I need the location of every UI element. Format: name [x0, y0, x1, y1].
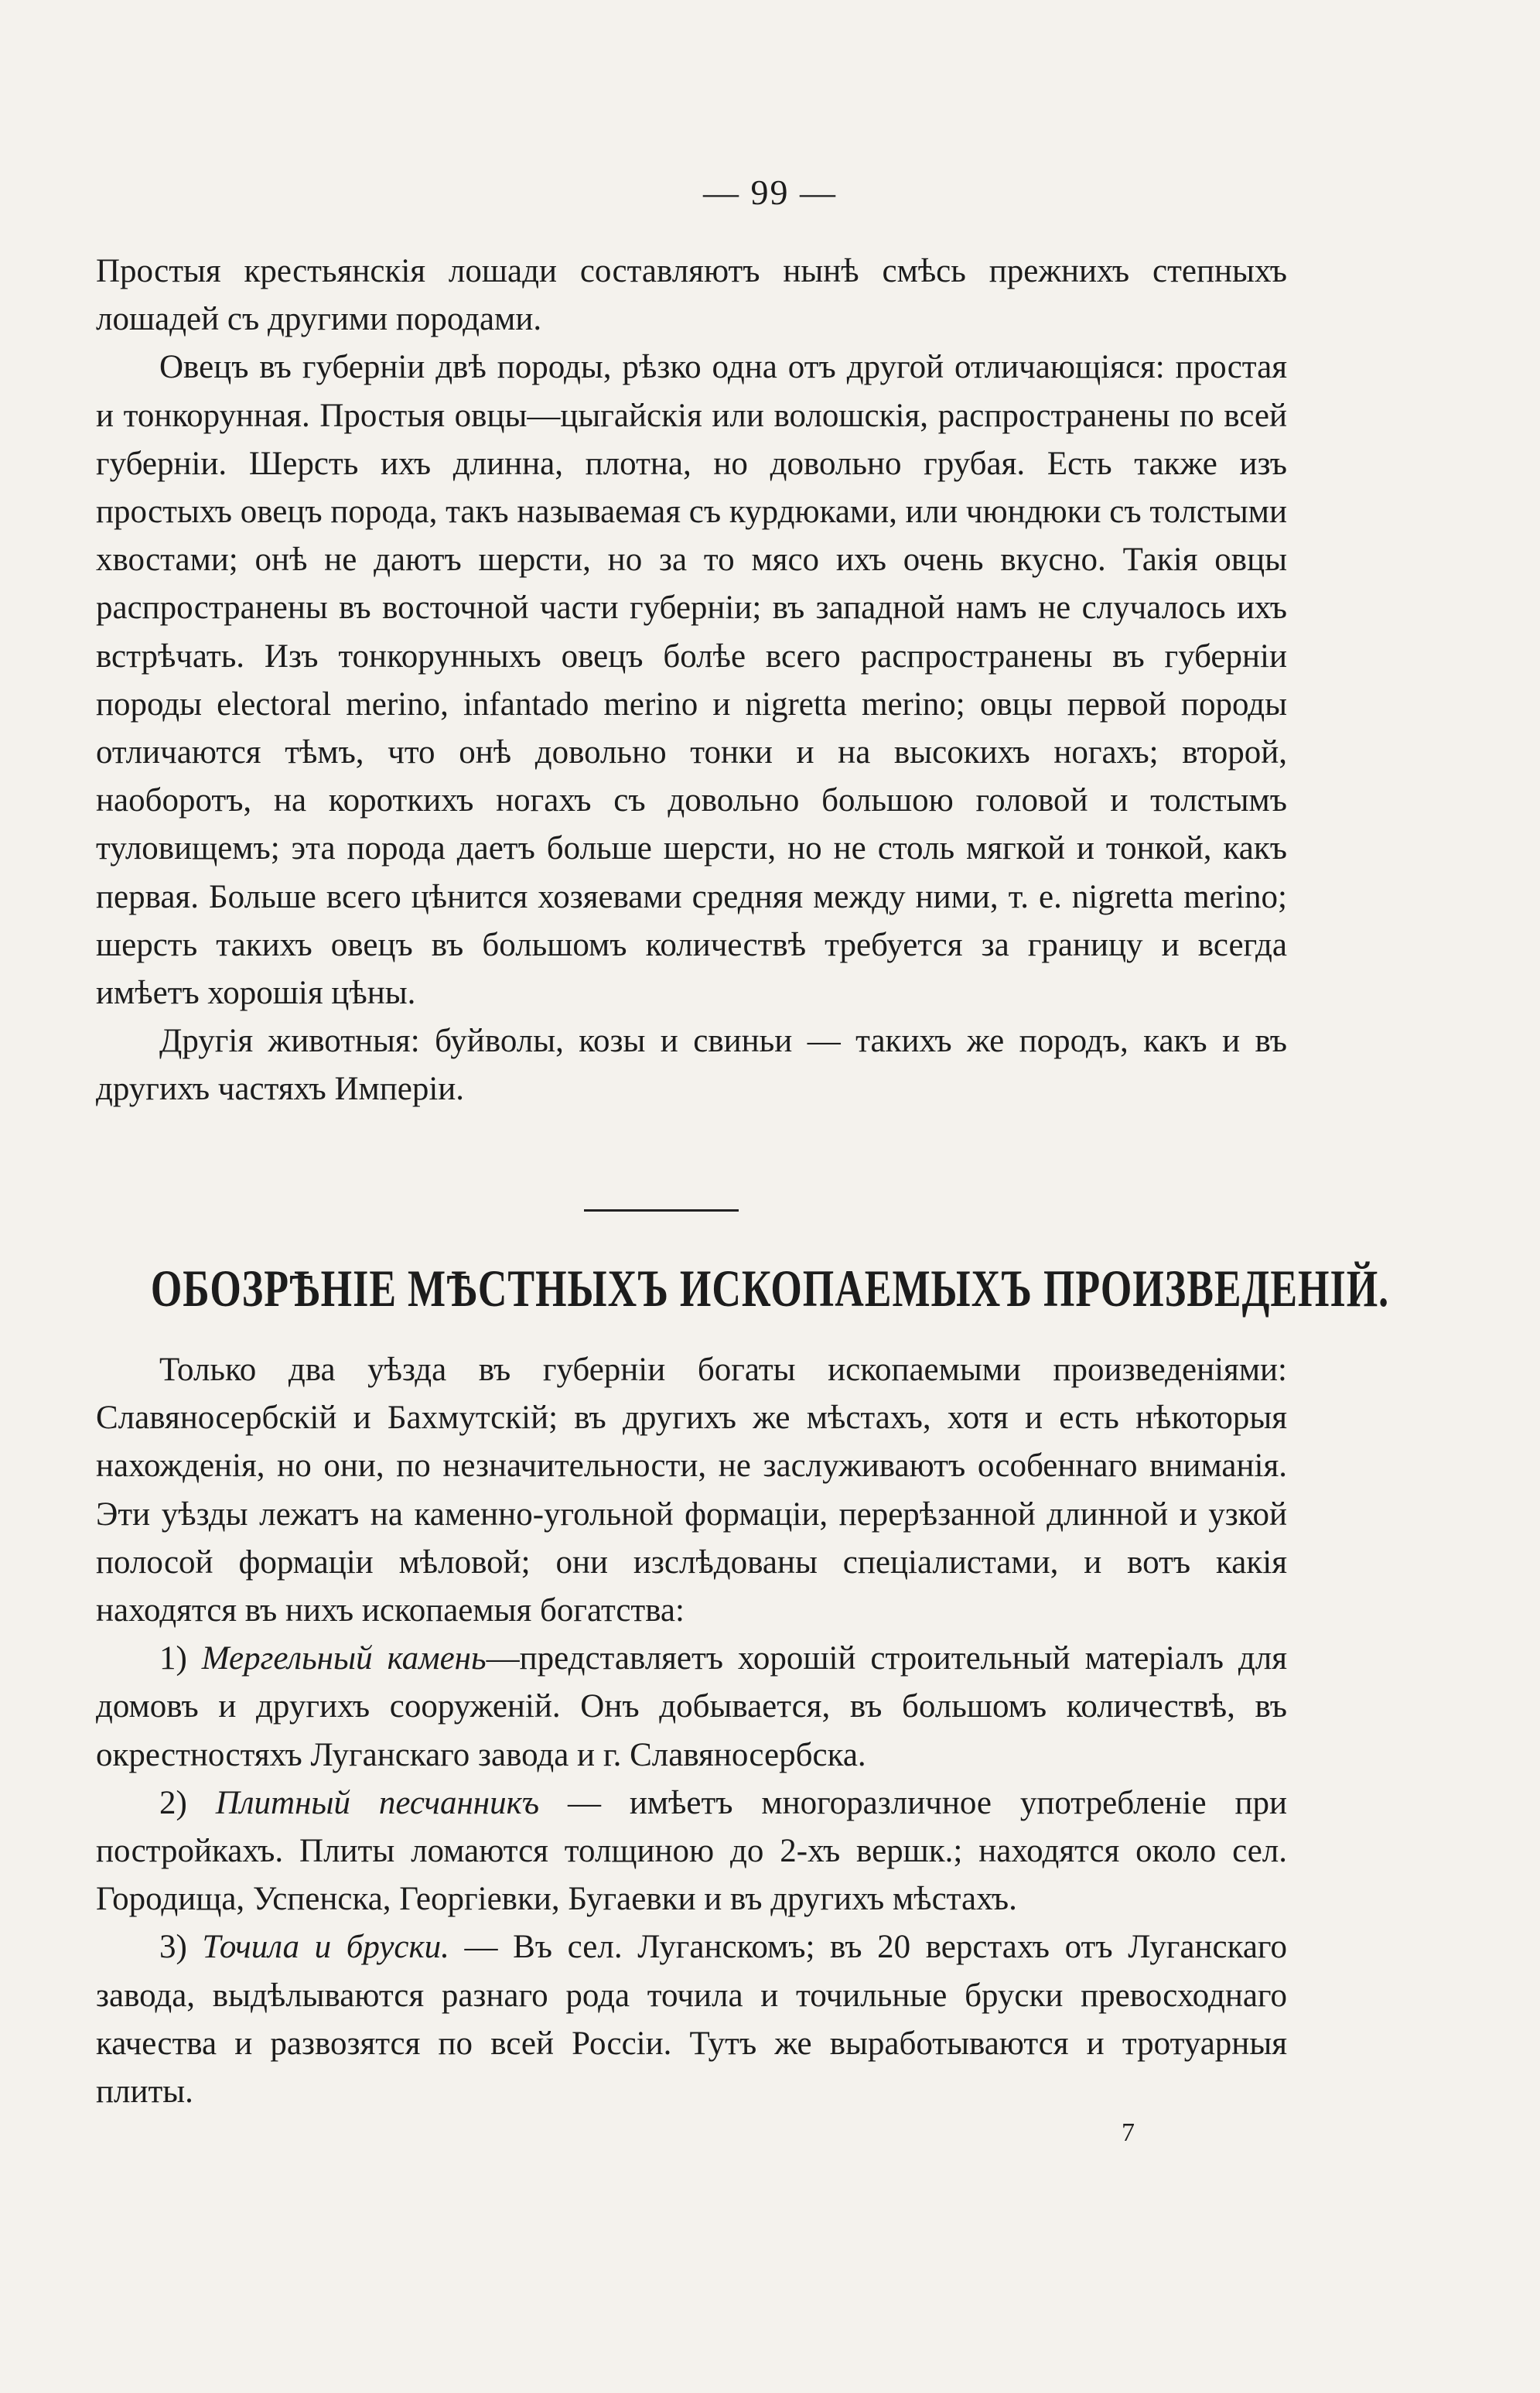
paragraph: Только два уѣзда въ губерніи богаты ископаемыми произведеніями: Славяносербскій и Бахмутскій; въ другихъ же мѣстахъ, хотя и есть нѣкоторыя нахожденія, но они, по незначительности, не заслуживаютъ особеннаго вниманія. Эти уѣзды лежатъ на каменно-угольной формаціи, перерѣзанной длинной и узкой полосой формаціи мѣловой; они изслѣдованы спеціалистами, и вотъ какія находятся въ нихъ ископаемыя богатства:	[96, 1352, 1287, 1629]
section-divider	[584, 1209, 739, 1212]
list-item	[96, 1923, 1287, 2116]
item-text: — Въ сел. Луганскомъ; въ 20 верстахъ отъ Луганскаго завода, выдѣлываются разнаго рода точила и точильные бруски превосходнаго качества и развозятся по всей Россіи. Тутъ же выработываются и тротуарныя плиты.	[96, 1929, 1287, 2111]
list-item	[96, 1779, 1287, 1924]
item-text: —представляетъ хорошій строительный матеріалъ для домовъ и другихъ сооруженій. Онъ добывается, въ большомъ количествѣ, въ окрестностяхъ Луганскаго завода и г. Славяносербска.	[96, 1640, 1288, 1773]
page-number: — 99 —	[703, 173, 837, 212]
item-term: Мергельный камень	[201, 1640, 487, 1677]
item-number: 2)	[159, 1784, 187, 1821]
section-title: ОБОЗРѢНІЕ МѢСТНЫХЪ ИСКОПАЕМЫХЪ ПРОИЗВЕДЕНІЙ.	[150, 1260, 1390, 1318]
paragraph: Овецъ въ губерніи двѣ породы, рѣзко одна отъ другой отличающіяся: простая и тонкорунная. Простыя овцы—цыгайскія или волошскія, распространены по всей губерніи. Шерсть ихъ длинна, плотна, но довольно грубая. Есть также изъ простыхъ овецъ порода, такъ называемая съ курдюками, или чюндюки съ толстыми хвостами; онѣ не даютъ шерсти, но за то мясо ихъ очень вкусно. Такія овцы распространены въ восточной части губерніи; въ западной намъ не случалось ихъ встрѣчать. Изъ тонкорунныхъ овецъ болѣе всего распространены въ губерніи породы electoral merino, infantado merino и nigretta merino; овцы первой породы отличаются тѣмъ, что онѣ довольно тонки и на высокихъ ногахъ; второй, наоборотъ, на короткихъ ногахъ съ довольно большою головой и толстымъ туловищемъ; эта порода даетъ больше шерсти, но не столь мягкой и тонкой, какъ первая. Больше всего цѣнится хозяевами средняя между ними, т. е. nigretta merino; шерсть такихъ овецъ въ большомъ количествѣ требуется за границу и всегда имѣетъ хорошія цѣны.	[96, 349, 1287, 1012]
item-number: 1)	[159, 1640, 187, 1677]
text-block-livestock	[96, 248, 1287, 1114]
item-term: Плитный песчанникъ	[215, 1784, 540, 1821]
item-term: Точила и бруски.	[202, 1929, 449, 1966]
paragraph: Простыя крестьянскія лошади составляютъ нынѣ смѣсь прежнихъ степныхъ лошадей съ другими породами.	[96, 253, 1287, 338]
signature-mark: 7	[1122, 2118, 1135, 2147]
item-text: — имѣетъ многоразличное употребленіе при постройкахъ. Плиты ломаются толщиною до 2-хъ вершк.; находятся около сел. Городища, Успенска, Георгіевки, Бугаевки и въ другихъ мѣстахъ.	[96, 1784, 1287, 1918]
paragraph: Другія животныя: буйволы, козы и свиньи — такихъ же породъ, какъ и въ другихъ частяхъ Имперіи.	[96, 1023, 1287, 1108]
list-item	[96, 1635, 1287, 1779]
text-block-minerals	[96, 1346, 1287, 2116]
item-number: 3)	[159, 1929, 187, 1966]
